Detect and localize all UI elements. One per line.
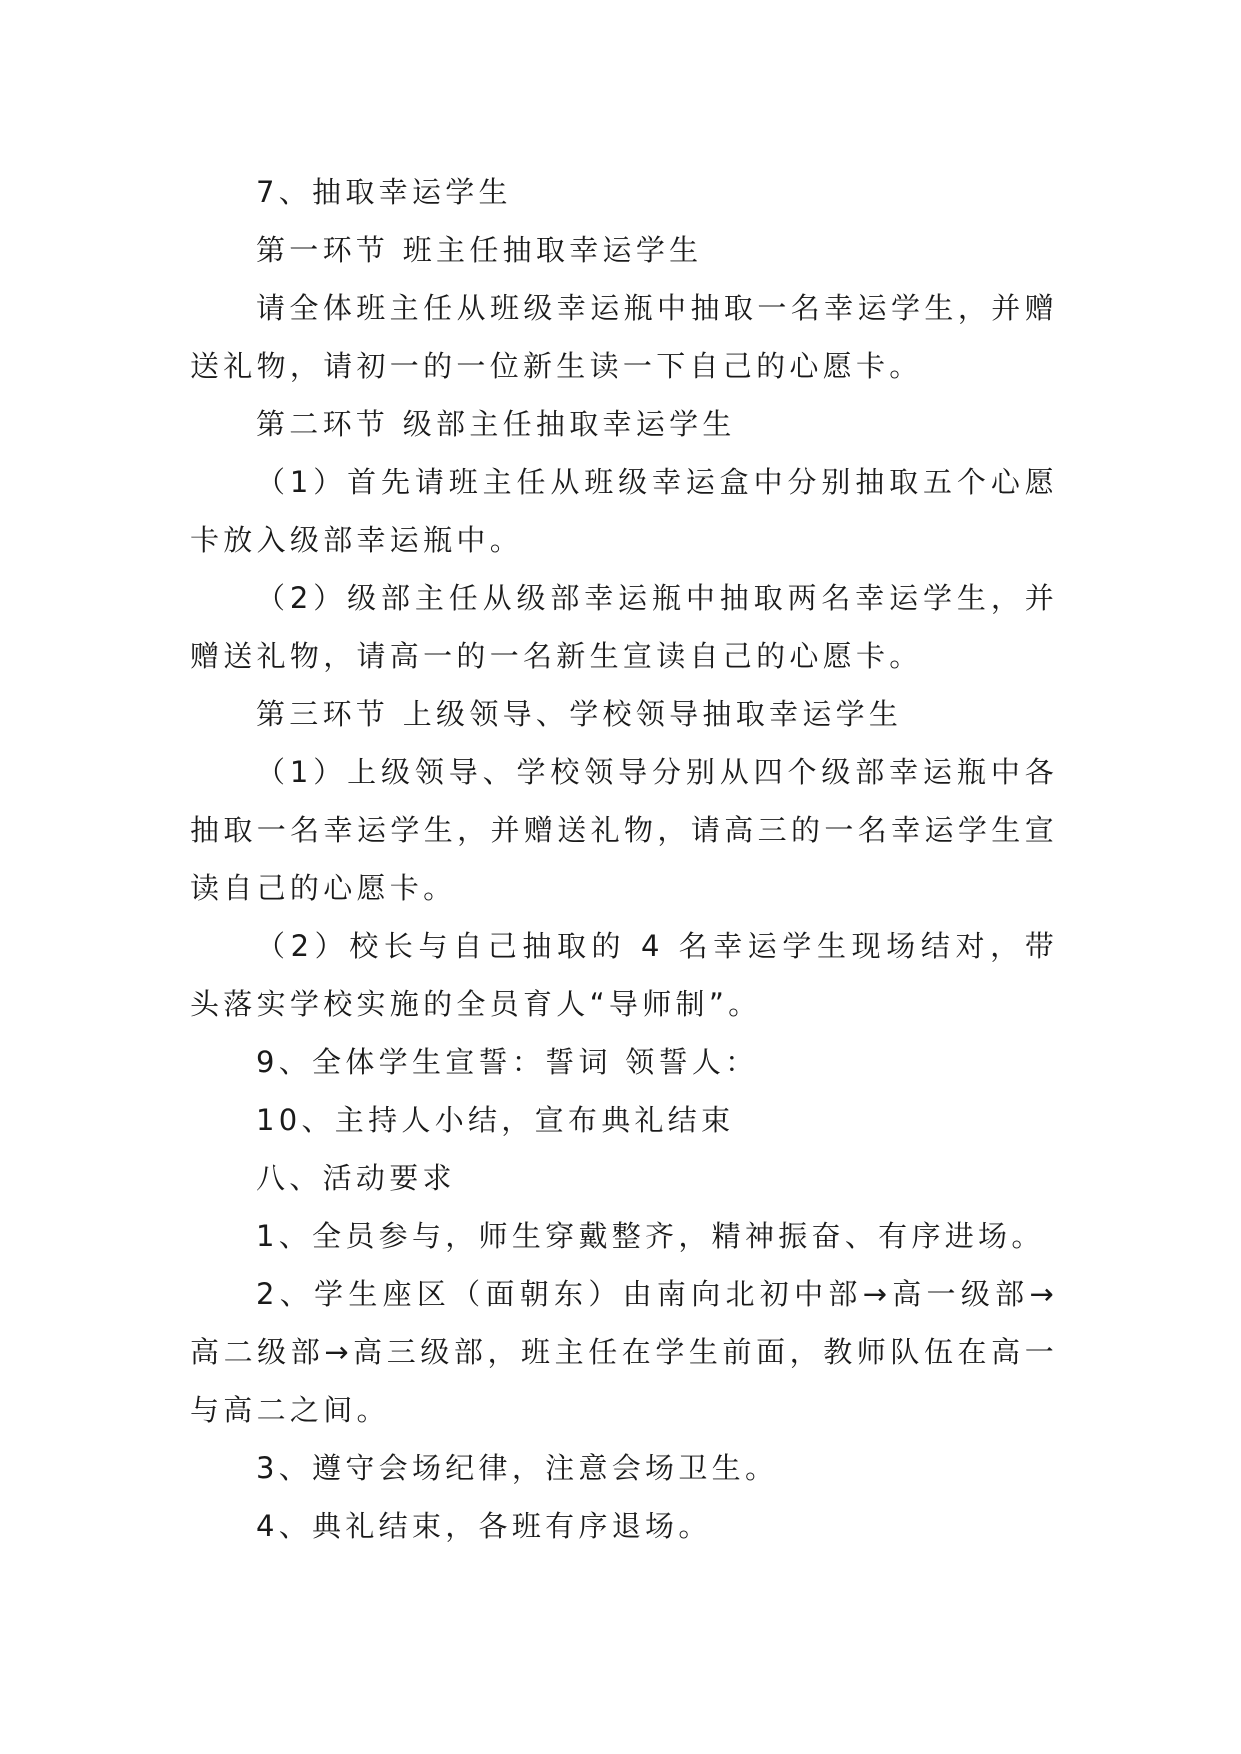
requirement-3: 3、遵守会场纪律，注意会场卫生。: [256, 1451, 779, 1485]
paragraph-third-section-1: （1）上级领导、学校领导分别从四个级部幸运瓶中各抽取一名幸运学生，并赠送礼物，请高三的一名幸运学生宣读自己的心愿卡。: [190, 755, 1058, 905]
paragraph-first-section: 请全体班主任从班级幸运瓶中抽取一名幸运学生，并赠送礼物，请初一的一位新生读一下自己的心愿卡。: [190, 291, 1058, 383]
item-heading-lucky-draw: 7、抽取幸运学生: [256, 175, 512, 209]
paragraph-second-section-2: （2）级部主任从级部幸运瓶中抽取两名幸运学生，并赠送礼物，请高一的一名新生宣读自己的心愿卡。: [190, 581, 1058, 673]
item-oath: 9、全体学生宣誓：誓词 领誓人：: [256, 1045, 759, 1079]
section-heading-second: 第二环节 级部主任抽取幸运学生: [256, 407, 736, 441]
paragraph-third-section-2: （2）校长与自己抽取的 4 名幸运学生现场结对，带头落实学校实施的全员育人“导师制”。: [190, 929, 1058, 1021]
requirement-4: 4、典礼结束，各班有序退场。: [256, 1509, 712, 1543]
section-heading-requirements: 八、活动要求: [256, 1161, 456, 1195]
section-heading-third: 第三环节 上级领导、学校领导抽取幸运学生: [256, 697, 903, 731]
section-heading-first: 第一环节 班主任抽取幸运学生: [256, 233, 703, 267]
item-summary: 10、主持人小结，宣布典礼结束: [256, 1103, 735, 1137]
paragraph-second-section-1: （1）首先请班主任从班级幸运盒中分别抽取五个心愿卡放入级部幸运瓶中。: [190, 465, 1058, 557]
requirement-2: 2、学生座区（面朝东）由南向北初中部→高一级部→高二级部→高三级部，班主任在学生前面，教师队伍在高一与高二之间。: [190, 1277, 1058, 1427]
document-page: [190, 163, 1058, 1555]
requirement-1: 1、全员参与，师生穿戴整齐，精神振奋、有序进场。: [256, 1219, 1045, 1253]
